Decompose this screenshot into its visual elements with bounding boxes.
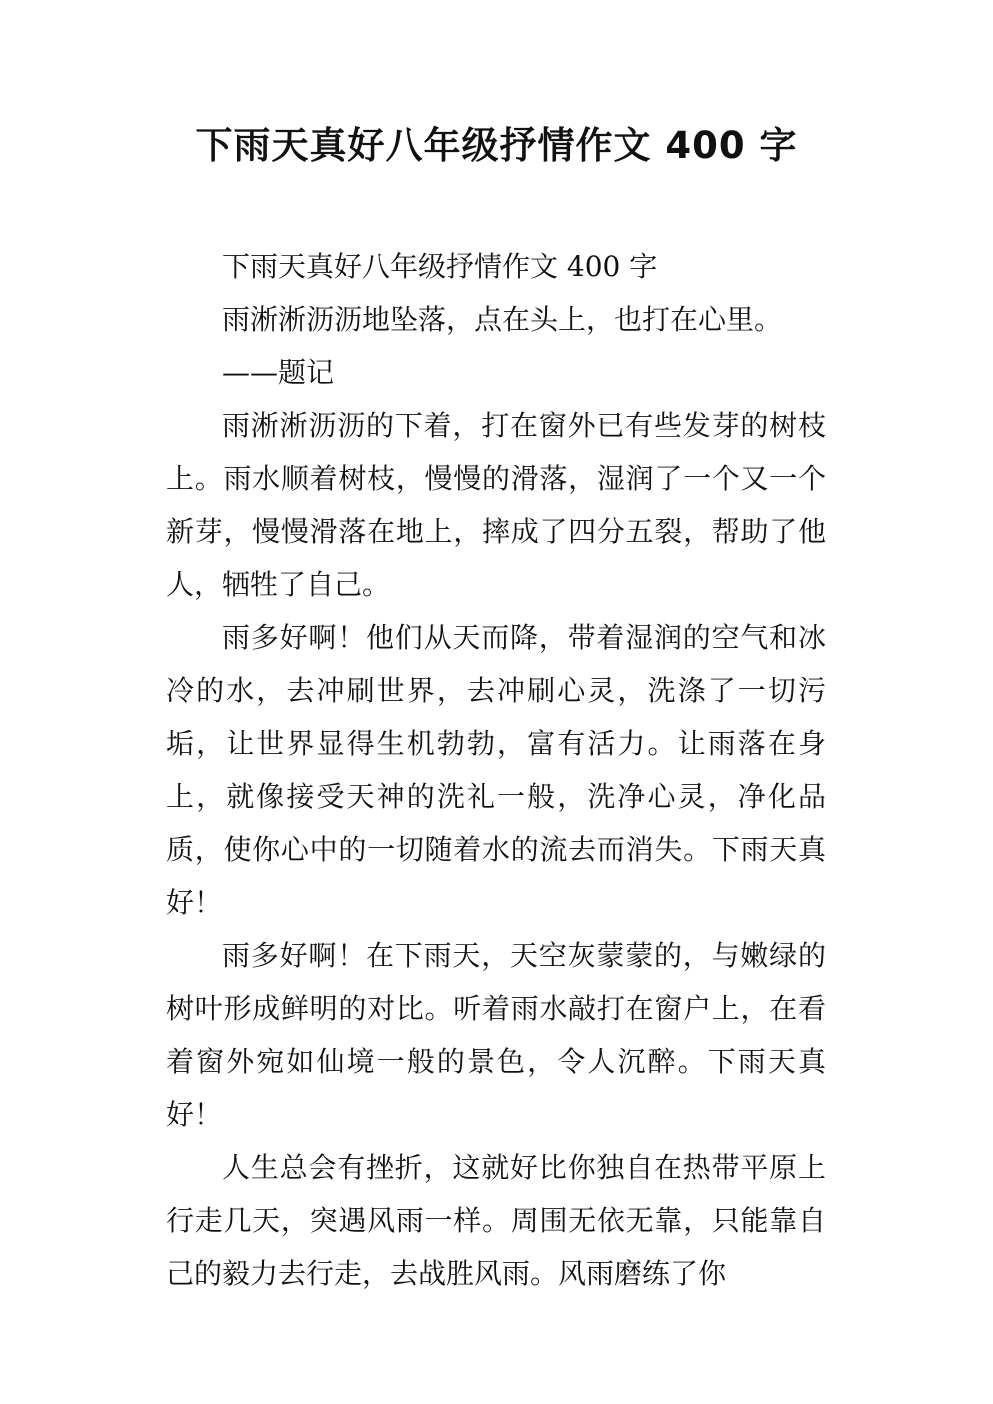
paragraph-subtitle: 下雨天真好八年级抒情作文 400 字 [222,250,658,283]
paragraph-epigraph-attribution: ——题记 [222,356,335,389]
paragraph: 人生总会有挫折，这就好比你独自在热带平原上行走几天，突遇风雨一样。周围无依无靠，只能靠自己的毅力去行走，去战胜风雨。风雨磨练了你 [166,1151,826,1290]
document-title: 下雨天真好八年级抒情作文 400 字 [195,124,798,167]
paragraph: 雨多好啊！在下雨天，天空灰蒙蒙的，与嫩绿的树叶形成鲜明的对比。听着雨水敲打在窗户上，在看着窗外宛如仙境一般的景色，令人沉醉。下雨天真好！ [166,939,826,1131]
document-body [166,240,826,1300]
paragraph: 雨多好啊！他们从天而降，带着湿润的空气和冰冷的水，去冲刷世界，去冲刷心灵，洗涤了一切污垢，让世界显得生机勃勃，富有活力。让雨落在身上，就像接受天神的洗礼一般，洗净心灵，净化品质，使你心中的一切随着水的流去而消失。下雨天真好！ [166,621,826,919]
paragraph-epigraph: 雨淅淅沥沥地坠落，点在头上，也打在心里。 [222,303,783,336]
paragraph: 雨淅淅沥沥的下着，打在窗外已有些发芽的树枝上。雨水顺着树枝，慢慢的滑落，湿润了一个又一个新芽，慢慢滑落在地上，摔成了四分五裂，帮助了他人，牺牲了自己。 [166,409,826,601]
